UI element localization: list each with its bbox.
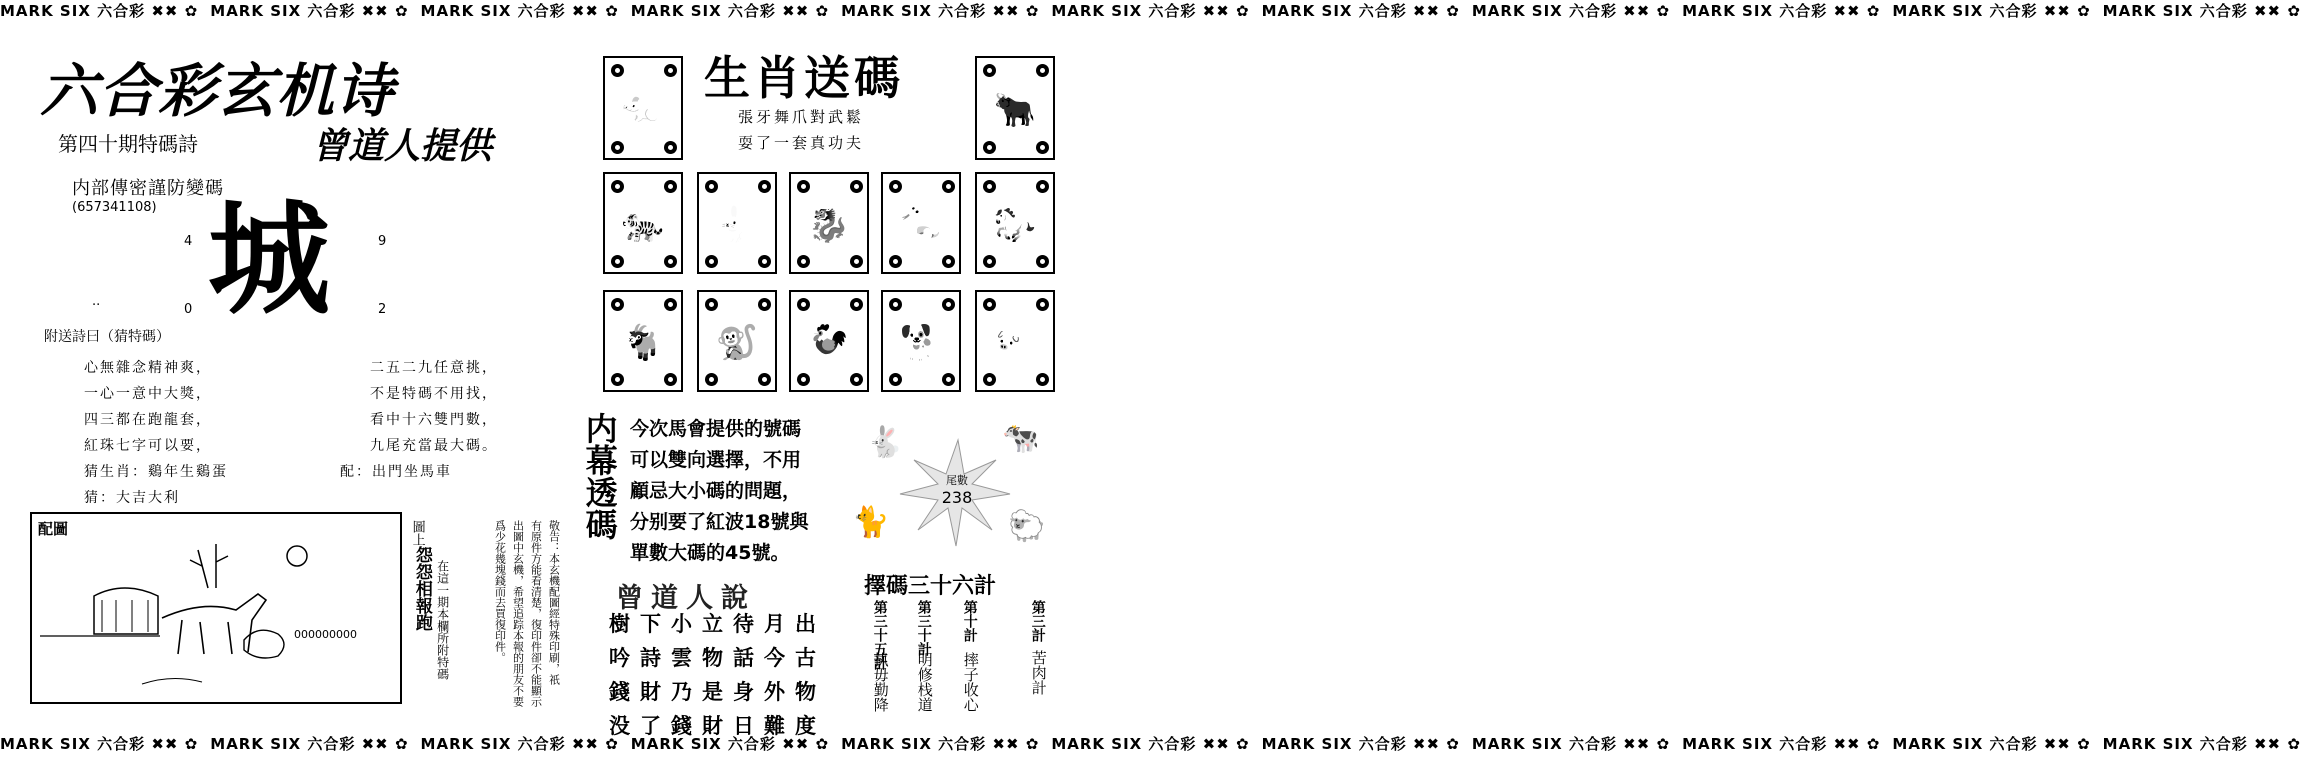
- num-4: 4: [184, 234, 193, 249]
- strategy-2-head: 第十計: [961, 600, 978, 642]
- card-dot: [983, 180, 996, 193]
- card-dot: [664, 141, 677, 154]
- bottom-banner: [0, 733, 2301, 763]
- card-dot: [942, 255, 955, 268]
- saying-grid: [604, 606, 821, 742]
- card-dot: [1036, 64, 1049, 77]
- banner-unit: MARK SIX 六合彩 ✖✖ ✿: [1471, 735, 1671, 753]
- saying-char: 没: [609, 713, 630, 738]
- banner-unit: MARK SIX 六合彩 ✖✖ ✿: [1051, 2, 1250, 20]
- card-dot: [889, 373, 902, 386]
- card-dot: [758, 255, 771, 268]
- strategy-3-body: 明修栈道: [915, 652, 934, 712]
- issue-line: 第四十期特碼詩: [58, 132, 198, 156]
- banner-unit: MARK SIX 六合彩 ✖✖ ✿: [630, 2, 830, 20]
- card-dot: [983, 141, 996, 154]
- banner-unit: MARK SIX 六合彩 ✖✖ ✿: [420, 735, 619, 753]
- zodiac-card-dragon: [789, 172, 869, 274]
- card-dot: [705, 255, 718, 268]
- svg-text:🐑: 🐑: [1008, 509, 1046, 544]
- card-dot: [705, 298, 718, 311]
- saying-char: 錢: [609, 679, 630, 704]
- goat-icon: 🐐: [621, 323, 665, 363]
- banner-unit: MARK SIX 六合彩 ✖✖ ✿: [1261, 2, 1460, 20]
- saying-char: 今: [764, 645, 785, 670]
- monkey-icon: 🐒: [715, 323, 759, 363]
- zodiac-card-horse: [975, 172, 1055, 274]
- banner-unit: MARK SIX 六合彩 ✖✖ ✿: [1892, 735, 2091, 753]
- inner-line-3: 顧忌大小碼的問題，: [630, 480, 802, 502]
- card-dot: [1036, 141, 1049, 154]
- inner-line-4: 分别要了紅波18號與: [630, 511, 809, 533]
- poem-right-4: 九尾充當最大碼。: [370, 438, 498, 454]
- card-dot: [942, 180, 955, 193]
- rooster-icon: 🐓: [807, 323, 851, 363]
- notice-col-2: 有原件方能看清楚，復印件卻不能顯示: [529, 520, 543, 707]
- card-dot: [797, 180, 810, 193]
- strategy-1-head: 第三計: [1029, 600, 1046, 642]
- banner-unit: MARK SIX 六合彩 ✖✖ ✿: [841, 2, 1040, 20]
- strategy-title: 擇碼三十六計: [864, 574, 997, 599]
- notice-col-1: 敬告：本玄機配圖經特殊印刷，祇: [547, 520, 561, 685]
- saying-char: 物: [702, 645, 723, 670]
- saying-char: 錢: [671, 713, 692, 738]
- saying-char: 難: [764, 713, 785, 738]
- card-dot: [942, 298, 955, 311]
- dog-icon: 🐕: [899, 323, 943, 363]
- poem-left-1: 心無雜念精神爽，: [84, 360, 212, 376]
- banner-unit: MARK SIX 六合彩 ✖✖ ✿: [420, 2, 619, 20]
- saying-char: 是: [702, 679, 723, 704]
- card-dot: [705, 180, 718, 193]
- card-dot: [664, 255, 677, 268]
- banner-unit: MARK SIX 六合彩 ✖✖ ✿: [210, 2, 409, 20]
- num-0: 0: [184, 302, 193, 317]
- card-dot: [611, 373, 624, 386]
- snake-icon: 🐍: [899, 205, 943, 245]
- saying-char: 立: [702, 611, 723, 636]
- card-dot: [664, 180, 677, 193]
- tiger-icon: 🐅: [621, 205, 665, 245]
- saying-char: 乃: [671, 679, 692, 704]
- card-dot: [797, 373, 810, 386]
- card-dot: [1036, 298, 1049, 311]
- poem-right-1: 二五二九任意挑，: [370, 360, 498, 376]
- num-9: 9: [378, 234, 387, 249]
- rat-icon: 🐀: [621, 90, 665, 130]
- caption-main: 怨怨相報跑: [411, 546, 432, 631]
- card-dot: [758, 373, 771, 386]
- saying-char: 吟: [609, 645, 630, 670]
- card-dot: [611, 298, 624, 311]
- zodiac-line-1: 張牙舞爪對武鬆: [738, 108, 865, 126]
- poem-left-2: 一心一意中大獎，: [84, 386, 212, 402]
- banner-unit: MARK SIX 六合彩 ✖✖ ✿: [1261, 735, 1460, 753]
- picture-label: 配圖: [38, 520, 69, 538]
- banner-unit: MARK SIX 六合彩 ✖✖ ✿: [0, 2, 199, 20]
- saying-char: 出: [795, 611, 816, 636]
- banner-unit: MARK SIX 六合彩 ✖✖ ✿: [2102, 735, 2301, 753]
- card-dot: [797, 255, 810, 268]
- inner-line-5: 單數大碼的45號。: [630, 542, 790, 564]
- inner-text: [630, 414, 808, 569]
- saying-char: 話: [733, 645, 754, 670]
- strategy-3-head: 第三十計: [915, 600, 932, 656]
- num-2: 2: [378, 302, 387, 317]
- card-dot: [664, 373, 677, 386]
- card-dot: [611, 180, 624, 193]
- card-dot: [1036, 255, 1049, 268]
- saying-char: 日: [733, 713, 754, 738]
- card-dot: [850, 298, 863, 311]
- banner-unit: MARK SIX 六合彩 ✖✖ ✿: [1471, 2, 1671, 20]
- card-dot: [889, 180, 902, 193]
- poem-right-3: 看中十六雙門數，: [370, 412, 498, 428]
- poem-right-2: 不是特碼不用找，: [370, 386, 498, 402]
- saying-char: 古: [795, 645, 816, 670]
- zodiac-line-2: 耍了一套真功夫: [738, 134, 865, 152]
- card-dot: [983, 64, 996, 77]
- saying-char: 了: [640, 713, 661, 738]
- zodiac-card-monkey: [697, 290, 777, 392]
- card-dot: [611, 64, 624, 77]
- banner-unit: MARK SIX 六合彩 ✖✖ ✿: [1051, 735, 1250, 753]
- inner-line-2: 可以雙向選擇，不用: [630, 449, 802, 471]
- secret-line: 内部傳密謹防變碼: [72, 178, 224, 199]
- banner-unit: MARK SIX 六合彩 ✖✖ ✿: [630, 735, 830, 753]
- pig-icon: 🐖: [993, 323, 1037, 363]
- ox-icon: 🐂: [993, 90, 1037, 130]
- card-dot: [611, 141, 624, 154]
- banner-unit: MARK SIX 六合彩 ✖✖ ✿: [1892, 2, 2091, 20]
- card-dot: [983, 373, 996, 386]
- saying-char: 度: [795, 713, 816, 738]
- svg-text:🐈: 🐈: [852, 505, 890, 540]
- saying-char: 下: [640, 611, 661, 636]
- card-dot: [758, 298, 771, 311]
- inner-line-1: 今次馬會提供的號碼: [630, 418, 802, 440]
- saying-char: 財: [640, 679, 661, 704]
- card-dot: [664, 64, 677, 77]
- zodiac-card-ox: [975, 56, 1055, 160]
- strategy-4-body: 执毋勤降: [871, 652, 890, 712]
- banner-unit: MARK SIX 六合彩 ✖✖ ✿: [210, 735, 409, 753]
- card-dot: [889, 298, 902, 311]
- card-dot: [758, 180, 771, 193]
- caption-note: 在這一期本欄所附特碼: [435, 560, 450, 680]
- strategy-2-body: 摔子收心: [961, 652, 980, 712]
- saying-char: 外: [764, 679, 785, 704]
- pair-line: 配：出門坐馬車: [340, 464, 452, 480]
- saying-title: 曾道人說: [616, 583, 756, 614]
- horse-illustration: [32, 514, 400, 702]
- poem-header: 附送詩曰（猜特碼）: [44, 329, 170, 345]
- horse-icon: 🐎: [993, 205, 1037, 245]
- card-dot: [850, 180, 863, 193]
- zodiac-card-goat: [603, 290, 683, 392]
- guess-line: 猜：大吉大利: [84, 490, 180, 506]
- banner-unit: MARK SIX 六合彩 ✖✖ ✿: [2102, 2, 2301, 20]
- tail-value: 238: [941, 488, 973, 507]
- card-dot: [797, 298, 810, 311]
- card-dot: [664, 298, 677, 311]
- inner-title: 内幕透碼: [580, 412, 619, 540]
- picture-box: [30, 512, 402, 704]
- saying-char: 樹: [609, 611, 630, 636]
- zodiac-card-rooster: [789, 290, 869, 392]
- card-dot: [611, 255, 624, 268]
- main-title: 六合彩玄机诗: [40, 57, 395, 125]
- card-dot: [705, 373, 718, 386]
- dots: ..: [92, 294, 101, 309]
- guess-zodiac: 猜生肖：鷄年生鷄蛋: [84, 464, 228, 480]
- zodiac-card-snake: [881, 172, 961, 274]
- banner-unit: MARK SIX 六合彩 ✖✖ ✿: [841, 735, 1040, 753]
- strategy-1-body: 苦肉計: [1029, 650, 1048, 695]
- card-dot: [983, 255, 996, 268]
- saying-char: 財: [702, 713, 723, 738]
- saying-char: 月: [764, 611, 785, 636]
- saying-char: 物: [795, 679, 816, 704]
- svg-text:🐄: 🐄: [1002, 421, 1040, 456]
- saying-char: 待: [733, 611, 754, 636]
- card-dot: [942, 373, 955, 386]
- zodiac-card-tiger: [603, 172, 683, 274]
- svg-text:🐇: 🐇: [866, 425, 904, 460]
- card-dot: [983, 298, 996, 311]
- notice-col-4: 爲少花幾塊錢而去買復印件。: [493, 520, 507, 663]
- notice-col-3: 出圖中玄機，希望追踪本報的朋友不要: [511, 520, 525, 707]
- zodiac-card-rat: [603, 56, 683, 160]
- card-dot: [1036, 180, 1049, 193]
- saying-char: 身: [733, 679, 754, 704]
- banner-unit: MARK SIX 六合彩 ✖✖ ✿: [0, 735, 199, 753]
- banner-unit: MARK SIX 六合彩 ✖✖ ✿: [1682, 735, 1881, 753]
- phone-number: (657341108): [72, 200, 157, 215]
- tail-label: 尾數: [946, 474, 968, 487]
- zodiac-card-dog: [881, 290, 961, 392]
- big-character: 城: [208, 187, 330, 331]
- top-banner: [0, 0, 2301, 30]
- banner-unit: MARK SIX 六合彩 ✖✖ ✿: [1682, 2, 1881, 20]
- zodiac-card-rabbit: [697, 172, 777, 274]
- zodiac-title: 生肖送碼: [704, 51, 904, 105]
- zodiac-card-pig: [975, 290, 1055, 392]
- tail-box: [922, 472, 992, 512]
- rabbit-icon: 🐇: [715, 205, 759, 245]
- saying-char: 詩: [640, 645, 661, 670]
- card-dot: [889, 255, 902, 268]
- saying-char: 小: [671, 611, 692, 636]
- strategy-4-head: 第三十五計: [871, 600, 888, 670]
- poem-left-4: 紅珠七字可以要，: [84, 438, 212, 454]
- saying-char: 雲: [671, 645, 692, 670]
- caption-top: 圖上: [409, 520, 425, 546]
- card-dot: [1036, 373, 1049, 386]
- provider-title: 曾道人提供: [312, 126, 493, 167]
- svg-text:000000000: 000000000: [294, 628, 357, 641]
- card-dot: [850, 255, 863, 268]
- poem-left-3: 四三都在跑龍套，: [84, 412, 212, 428]
- card-dot: [850, 373, 863, 386]
- dragon-icon: 🐉: [807, 205, 851, 245]
